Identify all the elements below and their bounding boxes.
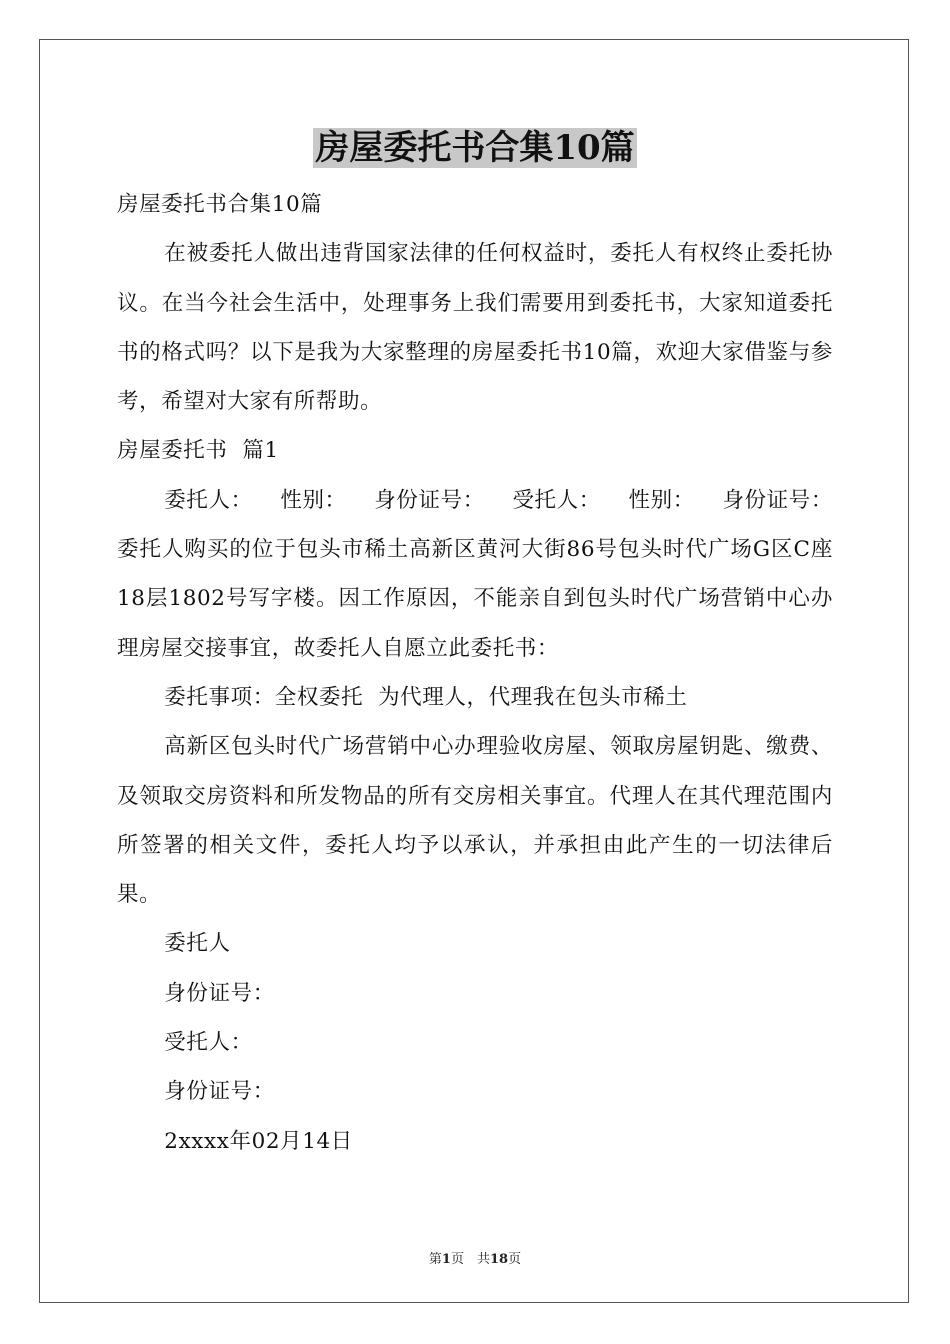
document-title-text: 房屋委托书合集10篇 xyxy=(315,128,635,168)
signature-agent: 受托人： xyxy=(164,1030,253,1056)
document-body xyxy=(117,180,833,1166)
section-heading: 房屋委托书 篇1 xyxy=(117,438,279,464)
property-paragraph: 委托人购买的位于包头市稀土高新区黄河大街86号包头时代广场G区C座18层1802号写字楼。因工作原因，不能亲自到包头时代广场营销中心办理房屋交接事宜，故委托人自愿立此委托书： xyxy=(117,537,833,661)
footer-suffix: 页 xyxy=(508,1252,522,1267)
scope-paragraph: 高新区包头时代广场营销中心办理验收房屋、领取房屋钥匙、缴费、及领取交房资料和所发物品的所有交房相关事宜。代理人在其代理范围内所签署的相关文件，委托人均予以承认，并承担由此产生的一切法律后果。 xyxy=(117,734,833,908)
agent-id-label: 身份证号： xyxy=(722,487,833,513)
signature-principal: 委托人 xyxy=(164,931,231,957)
document-title xyxy=(0,124,950,172)
parties-fields-row xyxy=(117,476,833,525)
footer-page-number: 1 xyxy=(441,1252,451,1267)
matters-paragraph: 委托事项：全权委托 为代理人，代理我在包头市稀土 xyxy=(164,684,688,710)
signature-principal-id: 身份证号： xyxy=(164,980,275,1006)
document-date: 2xxxx年02月14日 xyxy=(164,1128,353,1154)
signature-agent-id: 身份证号： xyxy=(164,1079,275,1105)
principal-label: 委托人： xyxy=(164,487,253,513)
principal-id-label: 身份证号： xyxy=(374,487,485,513)
principal-gender-label: 性别： xyxy=(280,487,347,513)
intro-paragraph: 在被委托人做出违背国家法律的任何权益时，委托人有权终止委托协议。在当今社会生活中，处理事务上我们需要用到委托书，大家知道委托书的格式吗？以下是我为大家整理的房屋委托书10篇，欢迎大家借鉴与参考，希望对大家有所帮助。 xyxy=(117,241,833,415)
footer-total-pages: 18 xyxy=(489,1252,509,1267)
document-subtitle: 房屋委托书合集10篇 xyxy=(117,192,323,217)
footer-prefix: 第 xyxy=(428,1252,442,1267)
agent-label: 受托人： xyxy=(512,487,601,513)
agent-gender-label: 性别： xyxy=(628,487,695,513)
page-footer xyxy=(0,1248,950,1267)
footer-mid: 页 共 xyxy=(450,1252,490,1267)
